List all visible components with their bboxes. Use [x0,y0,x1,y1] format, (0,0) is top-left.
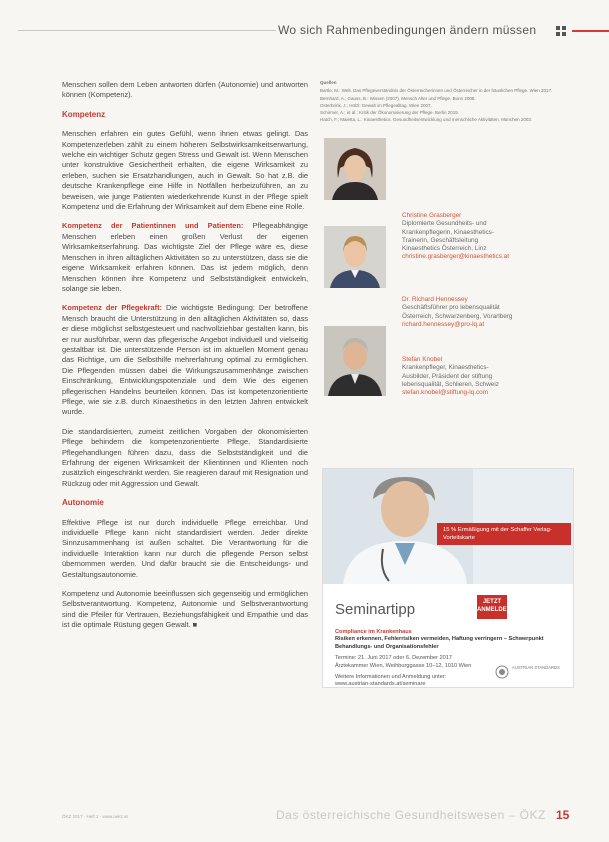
ad-date: Termine: 21. Juni 2017 oder 6. Dezember 2017 [335,655,452,662]
author-info-hennessey: Dr. Richard Hennessey Geschäftsführer pro lebensqualität Österreich, Schwarzenberg, Vorarlberg richard.hennessey@pro-lq.at [402,296,582,329]
ad-topic: Compliance im Krankenhaus [335,629,412,635]
paragraph-patients: Kompetenz der Patientinnen und Patienten: Pflegeabhängige Menschen erleben einen großen Verlust der eigenen Wirksamkeitserfahrung. Das wichtigste Ziel der Pflege wäre es, diese Menschen in ihren alltäglichen Aktivitäten so zu unterstützen, dass sie die eigene Wirksamkeit erfahren können. Das ist jedem möglich, denn Menschen können ihre Kompetenz und Selbstständigkeit entwickeln, solange sie leben. [62,221,308,293]
author-photo-knobel [324,326,386,396]
source-item: Bartle, M.: Welt. Das Pflegeverständnis der Österreicherinnen und Österreicher in der häuslichen Pflege. Wien 2017. [320,88,553,94]
source-item: Hatch, F.; Maietta, L.: Kinaesthetics. Gesundheitsentwicklung und menschliche Aktivitäten. München 2003. [320,117,533,123]
ad-venue: Ärztekammer Wien, Weihburggasse 10–12, 1010 Wien [335,662,472,669]
author-email[interactable]: richard.hennessey@pro-lq.at [402,320,485,328]
ad-url[interactable]: www.austrian-standards.at/seminare [335,681,426,688]
lead-caregiver: Kompetenz der Pflegekraft: [62,303,162,313]
author-name: Christine Grasberger [402,212,462,219]
standards-logo-icon [495,665,509,679]
paragraph-conclusion: Kompetenz und Autonomie beeinflussen sich gegenseitig und ermöglichen Selbstverantwortung. Kompetenz, Autonomie und Selbstverantwortung sind die Pfeiler für Vertrauen, Beziehungsfähigkeit und Empathie und das ist die optimale Rüstung gegen Gewalt. ■ [62,589,308,630]
grid-icon [556,26,566,36]
paragraph-standardized: Die standardisierten, zumeist zeitlichen Vorgaben der ökonomisierten Pflege behindern die kompetenzorientierte Pflege. Standardisierte Pflegehandlungen führen dazu, dass die Selbstständigkeit und die Erfahrung der eigenen Wirksamkeit der Klientinnen und Klienten noch zusätzlich eingeschränkt werden. Sie reagieren darauf mit Resignation und Rückzug oder mit Aggression und Gewalt. [62,426,308,488]
page-footer [0,808,609,828]
source-item: Osterbrink, J.; Hölzl: Gewalt im Pflegealltag. Wien 2007. [320,102,432,108]
page-header [0,18,609,44]
author-email[interactable]: christine.grasberger@kinaesthetics.at [402,253,510,261]
main-column [62,80,308,640]
paragraph-caregiver: Kompetenz der Pflegekraft: Die wichtigste Bedingung: Der betroffene Mensch braucht die Unterstützung in den alltäglichen Aktivitäten so, dass er diese möglichst selbstgesteuert und nachvollziehbar gestalten kann, bis er nur ausführbar, wenn das pflegerische Angebot individuell und vielseitig gestaltbar ist. Die unterstützende Person ist im aktuellen Moment genau das Richtige, um die Selbsthilfe mehrerfahrung optimal zu ermöglichen. Die Pflegenden müssen dabei die Wirkungszusammenhänge zwischen Einschränkung, Entwicklungspotenziale und dem Wie des eigenen pflegerischen Handelns beurteilen können. Das ist kompetenzorientierte Pflege, wie sie z.B. durch Kinaesthetics in den letzten Jahren entwickelt wurde. [62,303,308,417]
author-info-knobel: Stefan Knobel Krankenpfleger, Kinaesthetics- Ausbilder, Präsident der stiftung lebensqualität, Schlieren, Schweiz stefan.knobel@stiftung-lq.com [402,356,582,397]
footer-issue: ÖKZ 2017 · Heft 1 · www.oekz.at [62,814,128,819]
ad-subtitle: Risiken erkennen, Fehlerrisiken vermeiden, Haftung verringern – Schwerpunkt Behandlungs- und Organisationsfehler [335,636,544,650]
intro-paragraph: Menschen sollen dem Leben antworten dürfen (Autonomie) und antworten können (Kompetenz). [62,80,308,100]
sources-box [320,80,570,125]
author-photo-grasberger [324,138,386,200]
author-email[interactable]: stefan.knobel@stiftung-lq.com [402,389,489,397]
ad-more-info: Weitere Informationen und Anmeldung unter: [335,674,447,681]
page-number: 15 [556,808,570,822]
discount-badge: 15 % Ermäßigung mit der Schaffer Verlag-Vorteilskarte [437,523,571,545]
register-now-button[interactable]: JETZT ANMELDEN [477,595,507,619]
seminar-label: Seminartipp [335,601,416,618]
ad-details [335,629,561,689]
header-rule [18,30,276,31]
author-info-grasberger: Christine Grasberger Diplomierte Gesundheits- und Krankenpflegerin, Kinaesthetics- Trainerin, Geschäftsleitung Kinaesthetics Österreich, Linz christine.grasberger@kinaesthetics.at [402,212,582,262]
heading-autonomie: Autonomie [62,498,104,508]
author-name: Dr. Richard Hennessey [402,296,468,303]
header-accent-rule [572,30,609,32]
header-title: Wo sich Rahmenbedingungen ändern müssen [278,23,537,37]
lead-patients: Kompetenz der Patientinnen und Patienten: [62,221,244,231]
paragraph-autonomie: Effektive Pflege ist nur durch individuelle Pflege erreichbar. Und individuelle Pflege kann nicht standardisiert werden. Jeder direkte Sinnzusammenhang ist außen schaltet. Die Verantwortung für die individuelle Interaktion kann nur durch die pflegende Person selbst übernommen werden. Und dafür braucht sie die Entscheidungs- und Gestaltungsautonomie. [62,517,308,579]
austrian-standards-logo: AUSTRIAN STANDARDS [495,665,560,679]
footer-title: Das österreichische Gesundheitswesen – ÖKZ [276,808,546,822]
author-name: Stefan Knobel [402,356,443,363]
seminar-advertisement[interactable] [322,468,574,688]
source-item: Schirmer, A.; et al.: Kritik der Ökonomisierung der Pflege. Berlin 2015. [320,110,460,116]
author-photo-hennessey [324,226,386,288]
source-item: Bernhard, A.; Gauss, B.: Wissen (2007), Mensch Alter und Pflege. Bonn 2008. [320,95,476,101]
heading-kompetenz: Kompetenz [62,109,106,119]
sources-title: Quellen [320,80,337,85]
paragraph-kompetenz: Menschen erfahren ein gutes Gefühl, wenn ihnen etwas gelingt. Das Kompetenzerleben zählt zu einem höheren Selbstwirksamkeitserwartung, welche ein wichtiger Schutz gegen Stress und Gewalt ist. Wenn Menschen unter konstruktive Gesichertheit erhalten, die eigene Wirksamkeit zu erleben, suchen sie Ersatzhandlungen, auch in Gewalt. So hat z.B. die deutsche Krankenpflege eine Hilfe in Notfällen herbeizuführen, an zu beweisen, wie junge Patienten wiederkehrende Kunst in der Pflege spielt Kompetenz und die Erfahrung der Wirksamkeit auf dem Ebene eine Rolle. [62,129,308,212]
